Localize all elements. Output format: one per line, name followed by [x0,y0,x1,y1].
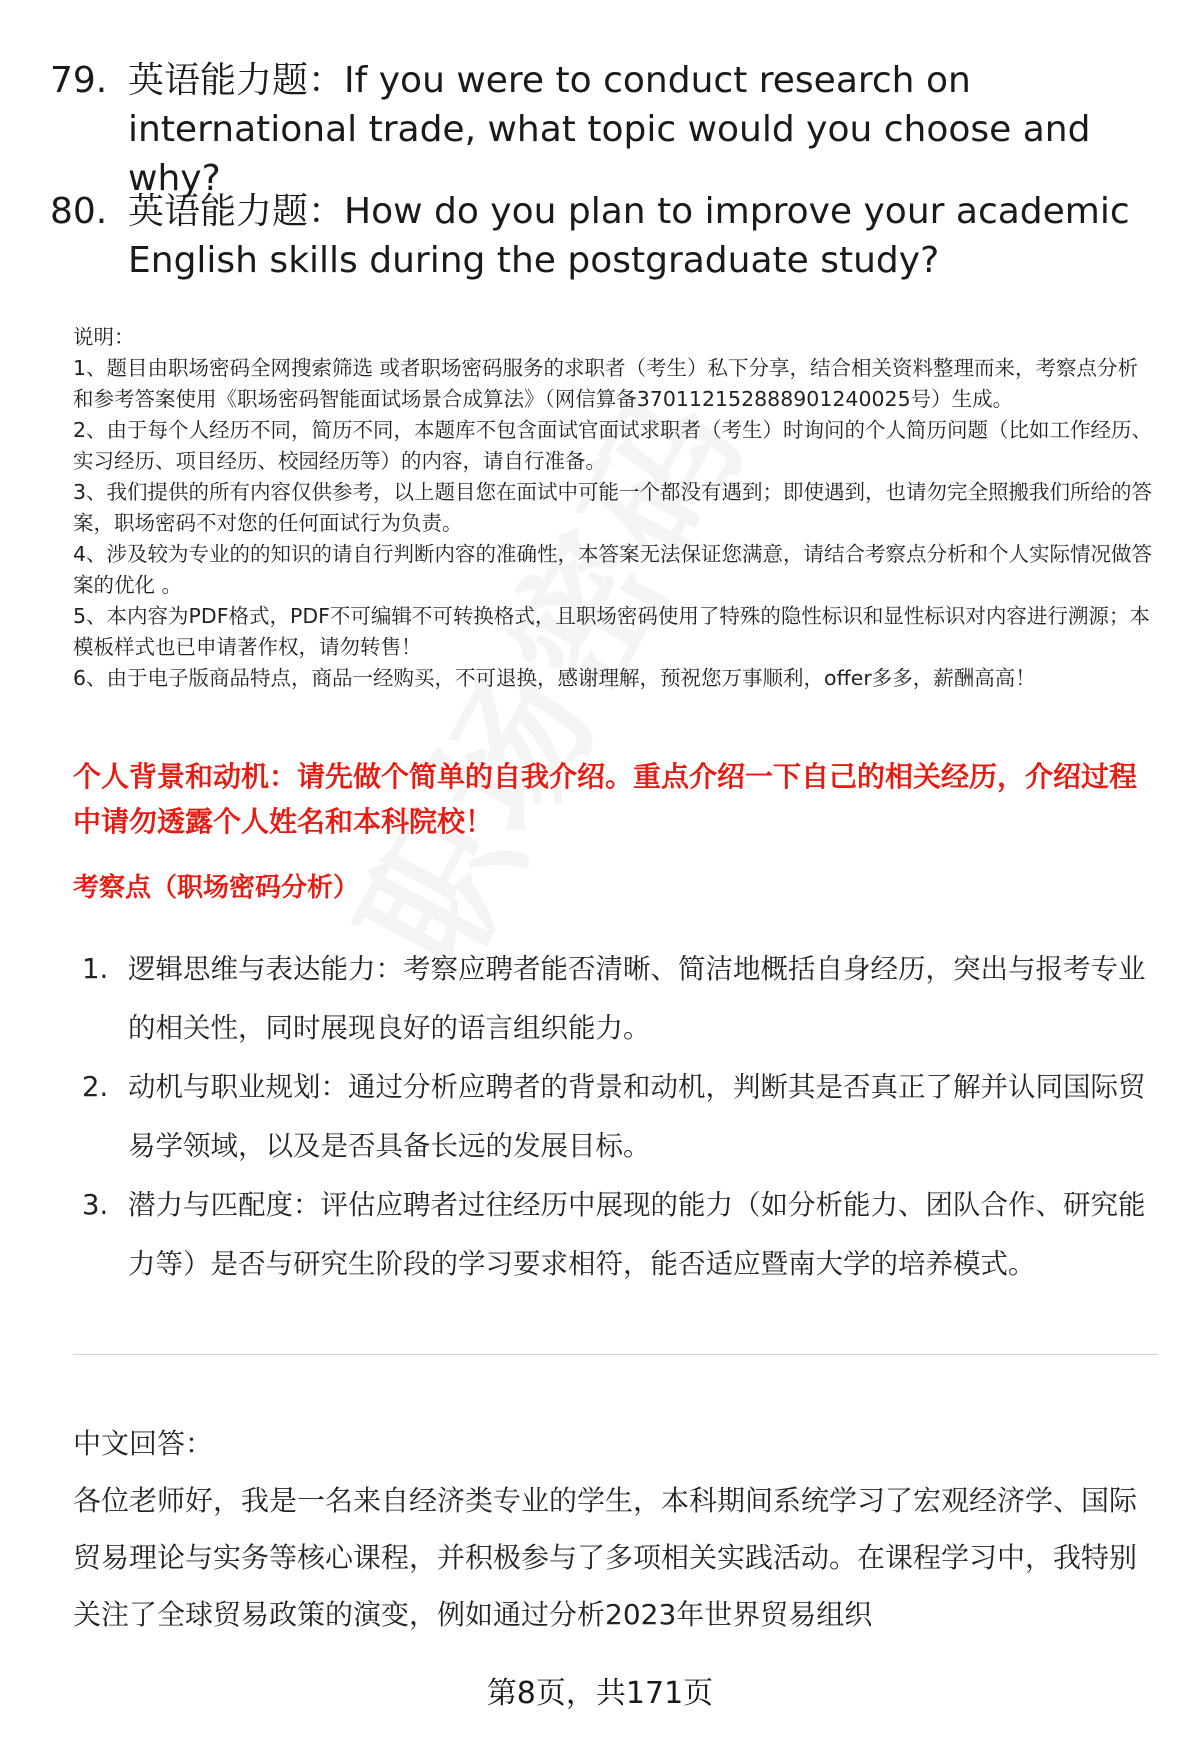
note-item: 5、本内容为PDF格式，PDF不可编辑不可转换格式，且职场密码使用了特殊的隐性标识和显性标识对内容进行溯源；本模板样式也已申请著作权，请勿转售！ [73,604,1150,659]
question-text: 英语能力题：How do you plan to improve your academic English skills during the postgraduate study? [128,191,1130,281]
point-text: 动机与职业规划：通过分析应聘者的背景和动机，判断其是否真正了解并认同国际贸易学领域，以及是否具备长远的发展目标。 [128,1071,1146,1162]
answer-block [73,1415,1158,1643]
analysis-point [82,940,1152,1058]
analysis-point [82,1176,1152,1294]
point-number: 3. [82,1189,109,1221]
analysis-point [82,1058,1152,1176]
note-item: 3、我们提供的所有内容仅供参考，以上题目您在面试中可能一个都没有遇到；即使遇到，也请勿完全照搬我们所给的答案，职场密码不对您的任何面试行为负责。 [73,480,1153,535]
question-number: 79. [50,60,108,101]
section-question: 个人背景和动机：请先做个简单的自我介绍。重点介绍一下自己的相关经历，介绍过程中请勿透露个人姓名和本科院校！ [73,760,1138,838]
point-text: 潜力与匹配度：评估应聘者过往经历中展现的能力（如分析能力、团队合作、研究能力等）是否与研究生阶段的学习要求相符，能否适应暨南大学的培养模式。 [128,1189,1146,1280]
page-footer: 第8页，共171页 [486,1676,714,1711]
point-text: 逻辑思维与表达能力：考察应聘者能否清晰、简洁地概括自身经历，突出与报考专业的相关性，同时展现良好的语言组织能力。 [128,953,1146,1044]
note-item: 4、涉及较为专业的的知识的请自行判断内容的准确性，本答案无法保证您满意，请结合考察点分析和个人实际情况做答案的优化 。 [73,542,1153,597]
answer-title: 中文回答： [73,1427,214,1460]
point-number: 2. [82,1071,109,1103]
note-item: 6、由于电子版商品特点，商品一经购买，不可退换，感谢理解，预祝您万事顺利，offer多多，薪酬高高！ [73,666,1036,690]
question-79 [50,56,1170,203]
point-number: 1. [82,953,109,985]
notes-title: 说明： [73,325,135,349]
note-item: 2、由于每个人经历不同，简历不同，本题库不包含面试官面试求职者（考生）时询问的个人简历问题（比如工作经历、实习经历、项目经历、校园经历等）的内容，请自行准备。 [73,418,1153,473]
analysis-points [82,940,1152,1294]
analysis-heading: 考察点（职场密码分析） [73,873,360,903]
notes-block [73,322,1158,694]
note-item: 1、题目由职场密码全网搜索筛选 或者职场密码服务的求职者（考生）私下分享，结合相关资料整理而来，考察点分析和参考答案使用《职场密码智能面试场景合成算法》（网信算备370112152888901240025号）生成。 [73,356,1139,411]
question-number: 80. [50,191,108,232]
question-80 [50,187,1170,285]
divider [73,1354,1158,1355]
question-text: 英语能力题：If you were to conduct research on international trade, what topic would you choose and why? [128,60,1091,199]
answer-body: 各位老师好，我是一名来自经济类专业的学生，本科期间系统学习了宏观经济学、国际贸易理论与实务等核心课程，并积极参与了多项相关实践活动。在课程学习中，我特别关注了全球贸易政策的演变，例如通过分析2023年世界贸易组织 [73,1484,1138,1631]
